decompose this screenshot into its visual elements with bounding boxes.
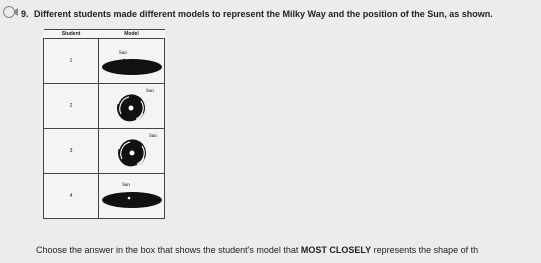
student-id: 2: [44, 84, 99, 129]
speaker-icon[interactable]: [2, 5, 20, 19]
question-number: 9.: [21, 9, 29, 19]
edge-on-galaxy-image: [99, 174, 165, 218]
spiral-galaxy-image: [99, 84, 165, 128]
prompt-text-end: represents the shape of th: [371, 245, 479, 255]
table-row: [44, 39, 165, 84]
sun-label: Sun: [146, 89, 154, 94]
sun-label: Sun: [119, 51, 127, 56]
student-header: Student: [44, 30, 99, 39]
table-header-row: [44, 30, 165, 39]
models-table: [43, 29, 165, 219]
question-text: Different students made different models to represent the Milky Way and the position of the Sun, as shown.: [34, 9, 493, 19]
model-diagram: [99, 174, 165, 219]
student-id: 4: [44, 174, 99, 219]
answer-prompt: [36, 245, 478, 255]
table-row: [44, 84, 165, 129]
prompt-emphasis: MOST CLOSELY: [300, 245, 372, 255]
model-diagram: [99, 39, 165, 84]
table-row: [44, 129, 165, 174]
model-diagram: [99, 84, 165, 129]
student-id: 1: [44, 39, 99, 84]
spiral-galaxy-image: [99, 129, 165, 173]
sun-label: Sun: [149, 134, 157, 139]
model-diagram: [99, 129, 165, 174]
table-row: [44, 174, 165, 219]
edge-on-galaxy-image: [99, 39, 165, 83]
prompt-text-start: Choose the answer in the box that shows the student's model that: [36, 245, 301, 255]
sun-label: Sun: [122, 183, 130, 188]
model-header: Model: [99, 30, 165, 39]
student-id: 3: [44, 129, 99, 174]
